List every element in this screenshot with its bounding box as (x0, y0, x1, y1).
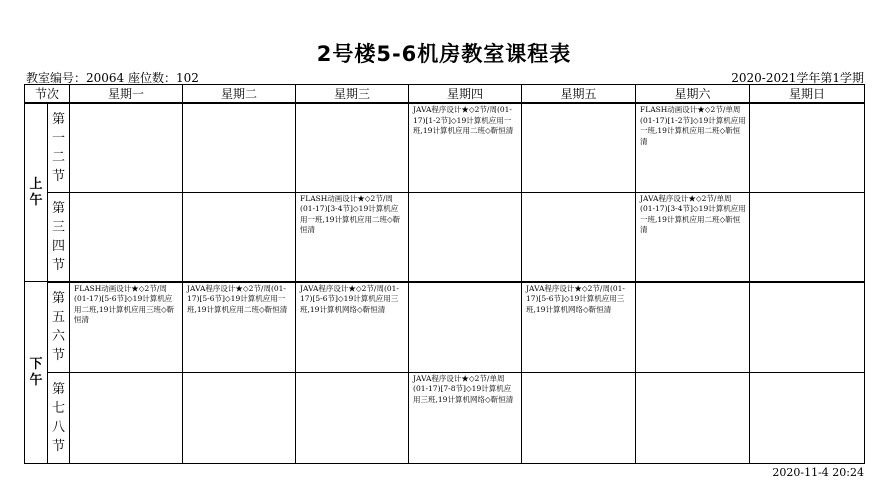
course-entry: FLASH动画设计★◇2节/周(01-17)[3-4节]◇19计算机应用一班,19计算机应用二班◇靳恒清 (300, 193, 401, 235)
cell-fri-1-2 (522, 103, 636, 192)
header-day-mon: 星期一 (70, 85, 183, 104)
morning-label: 上 午 (25, 103, 48, 282)
period-row-3-4 (25, 192, 865, 281)
cell-wed-1-2 (296, 103, 409, 192)
cell-thu-5-6 (409, 282, 522, 372)
cell-sun-7-8 (750, 372, 865, 463)
cell-tue-5-6 (183, 282, 296, 372)
course-entry: JAVA程序设计★◇2节/单周(01-17)[3-4节]◇19计算机应用一班,19计算机应用二班◇靳恒清 (640, 193, 746, 235)
course-entry: JAVA程序设计★◇2节/周(01-17)[5-6节]◇19计算机应用一班,19计算机应用二班◇靳恒清 (187, 283, 288, 314)
course-entry: JAVA程序设计★◇2节/周(01-17)[1-2节]◇19计算机应用一班,19计算机应用二班◇靳恒清 (413, 105, 514, 135)
cell-thu-3-4 (409, 192, 522, 281)
header-day-fri: 星期五 (522, 85, 636, 104)
timetable (24, 84, 865, 464)
cell-fri-5-6 (522, 282, 636, 372)
cell-wed-7-8 (296, 372, 409, 463)
period-label-5-6: 第 五 六 节 (48, 282, 70, 372)
header-day-wed: 星期三 (296, 85, 409, 104)
cell-tue-7-8 (183, 372, 296, 463)
header-day-thu: 星期四 (409, 85, 522, 104)
course-entry: JAVA程序设计★◇2节/周(01-17)[5-6节]◇19计算机应用三班,19计算机网络◇靳恒清 (300, 283, 399, 314)
period-row-5-6 (25, 282, 865, 372)
period-label-1-2: 第 一 二 节 (48, 103, 70, 192)
cell-fri-3-4 (522, 192, 636, 281)
cell-sun-1-2 (750, 103, 865, 192)
cell-fri-7-8 (522, 372, 636, 463)
cell-sat-5-6 (636, 282, 750, 372)
cell-sun-5-6 (750, 282, 865, 372)
cell-thu-1-2 (409, 103, 522, 192)
header-corner: 节次 (25, 85, 70, 104)
cell-sat-7-8 (636, 372, 750, 463)
classroom-info: 教室编号：20064 座位数：102 (26, 71, 199, 85)
header-day-sat: 星期六 (636, 85, 750, 104)
header-day-sun: 星期日 (750, 85, 865, 104)
cell-sat-1-2 (636, 103, 750, 192)
period-row-7-8 (25, 372, 865, 463)
course-entry: JAVA程序设计★◇2节/单周(01-17)[7-8节]◇19计算机应用三班,19计算机网络◇靳恒清 (413, 373, 514, 404)
cell-mon-5-6 (70, 282, 183, 372)
period-row-1-2 (25, 103, 865, 192)
print-timestamp: 2020-11-4 20:24 (772, 466, 864, 479)
cell-wed-5-6 (296, 282, 409, 372)
header-day-tue: 星期二 (183, 85, 296, 104)
header-row (25, 85, 865, 104)
period-label-7-8: 第 七 八 节 (48, 372, 70, 463)
afternoon-label: 下 午 (25, 282, 48, 464)
cell-tue-1-2 (183, 103, 296, 192)
cell-wed-3-4 (296, 192, 409, 281)
cell-mon-1-2 (70, 103, 183, 192)
page-title: 2号楼5-6机房教室课程表 (316, 42, 572, 66)
cell-thu-7-8 (409, 372, 522, 463)
course-entry: FLASH动画设计★◇2节/周(01-17)[5-6节]◇19计算机应用二班,19计算机应用三班◇靳恒清 (74, 283, 175, 325)
cell-mon-3-4 (70, 192, 183, 281)
period-label-3-4: 第 三 四 节 (48, 192, 70, 281)
term-label: 2020-2021学年第1学期 (731, 71, 864, 85)
cell-sat-3-4 (636, 192, 750, 281)
cell-mon-7-8 (70, 372, 183, 463)
cell-tue-3-4 (183, 192, 296, 281)
cell-sun-3-4 (750, 192, 865, 281)
course-entry: JAVA程序设计★◇2节/周(01-17)[5-6节]◇19计算机应用三班,19计算机网络◇靳恒清 (526, 283, 625, 314)
course-entry: FLASH动画设计★◇2节/单周(01-17)[1-2节]◇19计算机应用一班,19计算机应用二班◇靳恒清 (640, 105, 746, 146)
